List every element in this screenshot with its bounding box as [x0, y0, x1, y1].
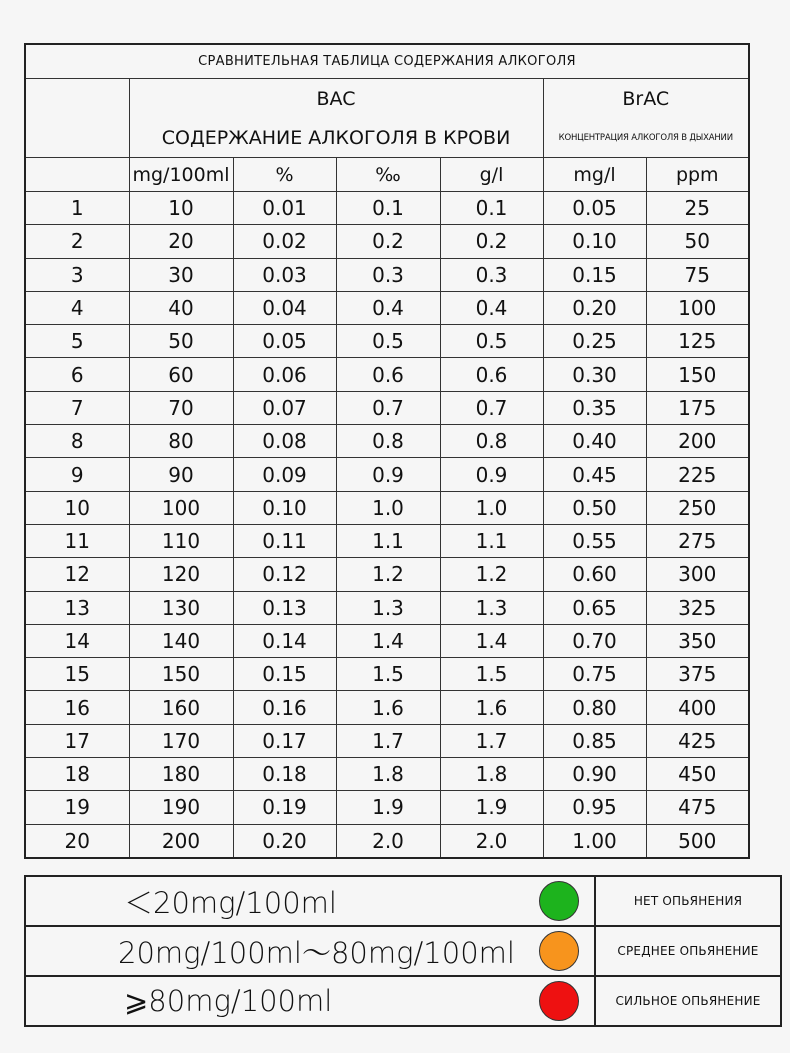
cell-permille: 1.4 — [336, 624, 440, 657]
cell-mg-100ml: 150 — [129, 658, 233, 691]
table-row — [25, 558, 749, 591]
cell-permille: 0.8 — [336, 425, 440, 458]
cell-row-number: 13 — [25, 591, 129, 624]
cell-row-number: 19 — [25, 791, 129, 824]
unit-mg-l: mg/l — [543, 158, 646, 192]
cell-row-number: 3 — [25, 258, 129, 291]
cell-mg-l: 0.35 — [543, 391, 646, 424]
cell-mg-100ml: 130 — [129, 591, 233, 624]
cell-permille: 0.6 — [336, 358, 440, 391]
cell-ppm: 225 — [646, 458, 749, 491]
cell-mg-100ml: 10 — [129, 192, 233, 225]
cell-row-number: 4 — [25, 291, 129, 324]
cell-ppm: 500 — [646, 824, 749, 858]
cell-permille: 1.6 — [336, 691, 440, 724]
cell-percent: 0.03 — [233, 258, 336, 291]
cell-percent: 0.04 — [233, 291, 336, 324]
cell-mg-l: 0.25 — [543, 325, 646, 358]
cell-permille: 2.0 — [336, 824, 440, 858]
cell-ppm: 350 — [646, 624, 749, 657]
cell-g-l: 1.0 — [440, 491, 543, 524]
cell-permille: 1.3 — [336, 591, 440, 624]
cell-ppm: 400 — [646, 691, 749, 724]
cell-row-number: 11 — [25, 524, 129, 557]
cell-permille: 1.0 — [336, 491, 440, 524]
cell-percent: 0.16 — [233, 691, 336, 724]
legend-range: 20mg/100ml～80mg/100ml — [118, 935, 515, 970]
legend-range-cell — [25, 976, 523, 1026]
cell-mg-l: 0.95 — [543, 791, 646, 824]
cell-mg-l: 0.70 — [543, 624, 646, 657]
table-row — [25, 458, 749, 491]
cell-permille: 1.1 — [336, 524, 440, 557]
table-row — [25, 524, 749, 557]
cell-ppm: 450 — [646, 758, 749, 791]
units-corner-cell — [25, 158, 129, 192]
legend-range-cell — [25, 876, 523, 926]
legend-row — [25, 976, 781, 1026]
cell-row-number: 18 — [25, 758, 129, 791]
table-title: СРАВНИТЕЛЬНАЯ ТАБЛИЦА СОДЕРЖАНИЯ АЛКОГОЛЯ — [25, 44, 749, 79]
table-row — [25, 192, 749, 225]
cell-ppm: 125 — [646, 325, 749, 358]
legend-row — [25, 876, 781, 926]
cell-g-l: 0.8 — [440, 425, 543, 458]
cell-row-number: 6 — [25, 358, 129, 391]
table-row — [25, 491, 749, 524]
status-dot-icon — [539, 981, 579, 1021]
cell-permille: 1.9 — [336, 791, 440, 824]
legend-dot-cell — [523, 876, 595, 926]
cell-mg-100ml: 180 — [129, 758, 233, 791]
cell-percent: 0.18 — [233, 758, 336, 791]
unit-ppm: ppm — [646, 158, 749, 192]
cell-mg-l: 0.20 — [543, 291, 646, 324]
intoxication-legend — [24, 875, 782, 1027]
legend-range-cell — [25, 926, 523, 976]
cell-row-number: 12 — [25, 558, 129, 591]
cell-g-l: 0.4 — [440, 291, 543, 324]
cell-permille: 0.7 — [336, 391, 440, 424]
cell-mg-100ml: 90 — [129, 458, 233, 491]
bac-header: BAC — [129, 79, 543, 120]
bac-subheader: СОДЕРЖАНИЕ АЛКОГОЛЯ В КРОВИ — [129, 119, 543, 158]
cell-mg-100ml: 200 — [129, 824, 233, 858]
cell-ppm: 25 — [646, 192, 749, 225]
cell-ppm: 75 — [646, 258, 749, 291]
table-row — [25, 724, 749, 757]
cell-permille: 0.3 — [336, 258, 440, 291]
cell-mg-l: 0.15 — [543, 258, 646, 291]
cell-row-number: 8 — [25, 425, 129, 458]
status-dot-icon — [539, 881, 579, 921]
cell-percent: 0.17 — [233, 724, 336, 757]
cell-permille: 0.5 — [336, 325, 440, 358]
cell-ppm: 300 — [646, 558, 749, 591]
cell-percent: 0.15 — [233, 658, 336, 691]
cell-mg-l: 1.00 — [543, 824, 646, 858]
cell-mg-100ml: 110 — [129, 524, 233, 557]
cell-row-number: 15 — [25, 658, 129, 691]
cell-g-l: 1.7 — [440, 724, 543, 757]
table-body — [25, 192, 749, 858]
alcohol-comparison-table — [24, 43, 750, 859]
cell-percent: 0.12 — [233, 558, 336, 591]
cell-g-l: 1.5 — [440, 658, 543, 691]
cell-ppm: 250 — [646, 491, 749, 524]
cell-percent: 0.07 — [233, 391, 336, 424]
cell-ppm: 325 — [646, 591, 749, 624]
cell-row-number: 16 — [25, 691, 129, 724]
table-row — [25, 358, 749, 391]
cell-g-l: 0.7 — [440, 391, 543, 424]
cell-percent: 0.11 — [233, 524, 336, 557]
unit-g-l: g/l — [440, 158, 543, 192]
cell-mg-100ml: 50 — [129, 325, 233, 358]
cell-ppm: 475 — [646, 791, 749, 824]
cell-mg-100ml: 190 — [129, 791, 233, 824]
cell-permille: 0.9 — [336, 458, 440, 491]
cell-percent: 0.19 — [233, 791, 336, 824]
table-row — [25, 791, 749, 824]
cell-mg-100ml: 170 — [129, 724, 233, 757]
cell-mg-100ml: 100 — [129, 491, 233, 524]
cell-mg-100ml: 140 — [129, 624, 233, 657]
legend-range: ⩾80mg/100ml — [124, 984, 333, 1018]
cell-mg-100ml: 30 — [129, 258, 233, 291]
cell-g-l: 1.8 — [440, 758, 543, 791]
cell-mg-l: 0.50 — [543, 491, 646, 524]
legend-label: СРЕДНЕЕ ОПЬЯНЕНИЕ — [595, 926, 781, 976]
cell-mg-l: 0.90 — [543, 758, 646, 791]
legend-row — [25, 926, 781, 976]
unit-mg-100ml: mg/100ml — [129, 158, 233, 192]
cell-percent: 0.08 — [233, 425, 336, 458]
cell-mg-100ml: 70 — [129, 391, 233, 424]
table-row — [25, 425, 749, 458]
legend-label: СИЛЬНОЕ ОПЬЯНЕНИЕ — [595, 976, 781, 1026]
brac-subheader: КОНЦЕНТРАЦИЯ АЛКОГОЛЯ В ДЫХАНИИ — [543, 119, 749, 158]
cell-permille: 1.7 — [336, 724, 440, 757]
cell-percent: 0.01 — [233, 192, 336, 225]
cell-mg-l: 0.10 — [543, 225, 646, 258]
table-row — [25, 391, 749, 424]
cell-ppm: 50 — [646, 225, 749, 258]
cell-mg-100ml: 40 — [129, 291, 233, 324]
cell-permille: 1.5 — [336, 658, 440, 691]
cell-mg-l: 0.65 — [543, 591, 646, 624]
cell-permille: 1.8 — [336, 758, 440, 791]
cell-permille: 0.1 — [336, 192, 440, 225]
cell-g-l: 0.6 — [440, 358, 543, 391]
cell-row-number: 9 — [25, 458, 129, 491]
legend-dot-cell — [523, 926, 595, 976]
cell-permille: 1.2 — [336, 558, 440, 591]
cell-row-number: 20 — [25, 824, 129, 858]
cell-row-number: 1 — [25, 192, 129, 225]
cell-g-l: 0.5 — [440, 325, 543, 358]
cell-percent: 0.06 — [233, 358, 336, 391]
cell-mg-100ml: 160 — [129, 691, 233, 724]
cell-percent: 0.14 — [233, 624, 336, 657]
cell-mg-l: 0.05 — [543, 192, 646, 225]
cell-g-l: 1.9 — [440, 791, 543, 824]
cell-permille: 0.4 — [336, 291, 440, 324]
cell-ppm: 200 — [646, 425, 749, 458]
brac-header: BrAC — [543, 79, 749, 120]
cell-mg-100ml: 20 — [129, 225, 233, 258]
units-row — [25, 158, 749, 192]
table-row — [25, 758, 749, 791]
cell-g-l: 1.1 — [440, 524, 543, 557]
cell-row-number: 17 — [25, 724, 129, 757]
cell-ppm: 275 — [646, 524, 749, 557]
table-row — [25, 824, 749, 858]
cell-mg-l: 0.85 — [543, 724, 646, 757]
cell-row-number: 14 — [25, 624, 129, 657]
cell-g-l: 1.2 — [440, 558, 543, 591]
cell-mg-100ml: 60 — [129, 358, 233, 391]
header-corner-cell — [25, 79, 129, 158]
cell-percent: 0.02 — [233, 225, 336, 258]
unit-permille: ‰ — [336, 158, 440, 192]
cell-g-l: 2.0 — [440, 824, 543, 858]
status-dot-icon — [539, 931, 579, 971]
cell-g-l: 0.1 — [440, 192, 543, 225]
cell-ppm: 150 — [646, 358, 749, 391]
table-row — [25, 325, 749, 358]
cell-ppm: 375 — [646, 658, 749, 691]
cell-row-number: 5 — [25, 325, 129, 358]
unit-percent: % — [233, 158, 336, 192]
cell-mg-100ml: 80 — [129, 425, 233, 458]
table-row — [25, 291, 749, 324]
cell-permille: 0.2 — [336, 225, 440, 258]
cell-mg-l: 0.30 — [543, 358, 646, 391]
cell-percent: 0.05 — [233, 325, 336, 358]
cell-row-number: 10 — [25, 491, 129, 524]
cell-mg-l: 0.75 — [543, 658, 646, 691]
cell-percent: 0.20 — [233, 824, 336, 858]
cell-mg-l: 0.40 — [543, 425, 646, 458]
cell-mg-l: 0.80 — [543, 691, 646, 724]
cell-mg-l: 0.55 — [543, 524, 646, 557]
table-row — [25, 658, 749, 691]
cell-row-number: 2 — [25, 225, 129, 258]
cell-percent: 0.10 — [233, 491, 336, 524]
table-row — [25, 624, 749, 657]
cell-g-l: 0.2 — [440, 225, 543, 258]
legend-label: НЕТ ОПЬЯНЕНИЯ — [595, 876, 781, 926]
cell-mg-l: 0.45 — [543, 458, 646, 491]
cell-percent: 0.09 — [233, 458, 336, 491]
legend-dot-cell — [523, 976, 595, 1026]
cell-mg-l: 0.60 — [543, 558, 646, 591]
table-row — [25, 591, 749, 624]
cell-mg-100ml: 120 — [129, 558, 233, 591]
legend-range: ＜20mg/100ml — [124, 885, 337, 920]
cell-ppm: 100 — [646, 291, 749, 324]
cell-ppm: 175 — [646, 391, 749, 424]
cell-g-l: 1.6 — [440, 691, 543, 724]
cell-g-l: 1.3 — [440, 591, 543, 624]
table-row — [25, 258, 749, 291]
table-row — [25, 691, 749, 724]
cell-g-l: 0.3 — [440, 258, 543, 291]
cell-row-number: 7 — [25, 391, 129, 424]
table-row — [25, 225, 749, 258]
cell-ppm: 425 — [646, 724, 749, 757]
cell-percent: 0.13 — [233, 591, 336, 624]
cell-g-l: 0.9 — [440, 458, 543, 491]
cell-g-l: 1.4 — [440, 624, 543, 657]
